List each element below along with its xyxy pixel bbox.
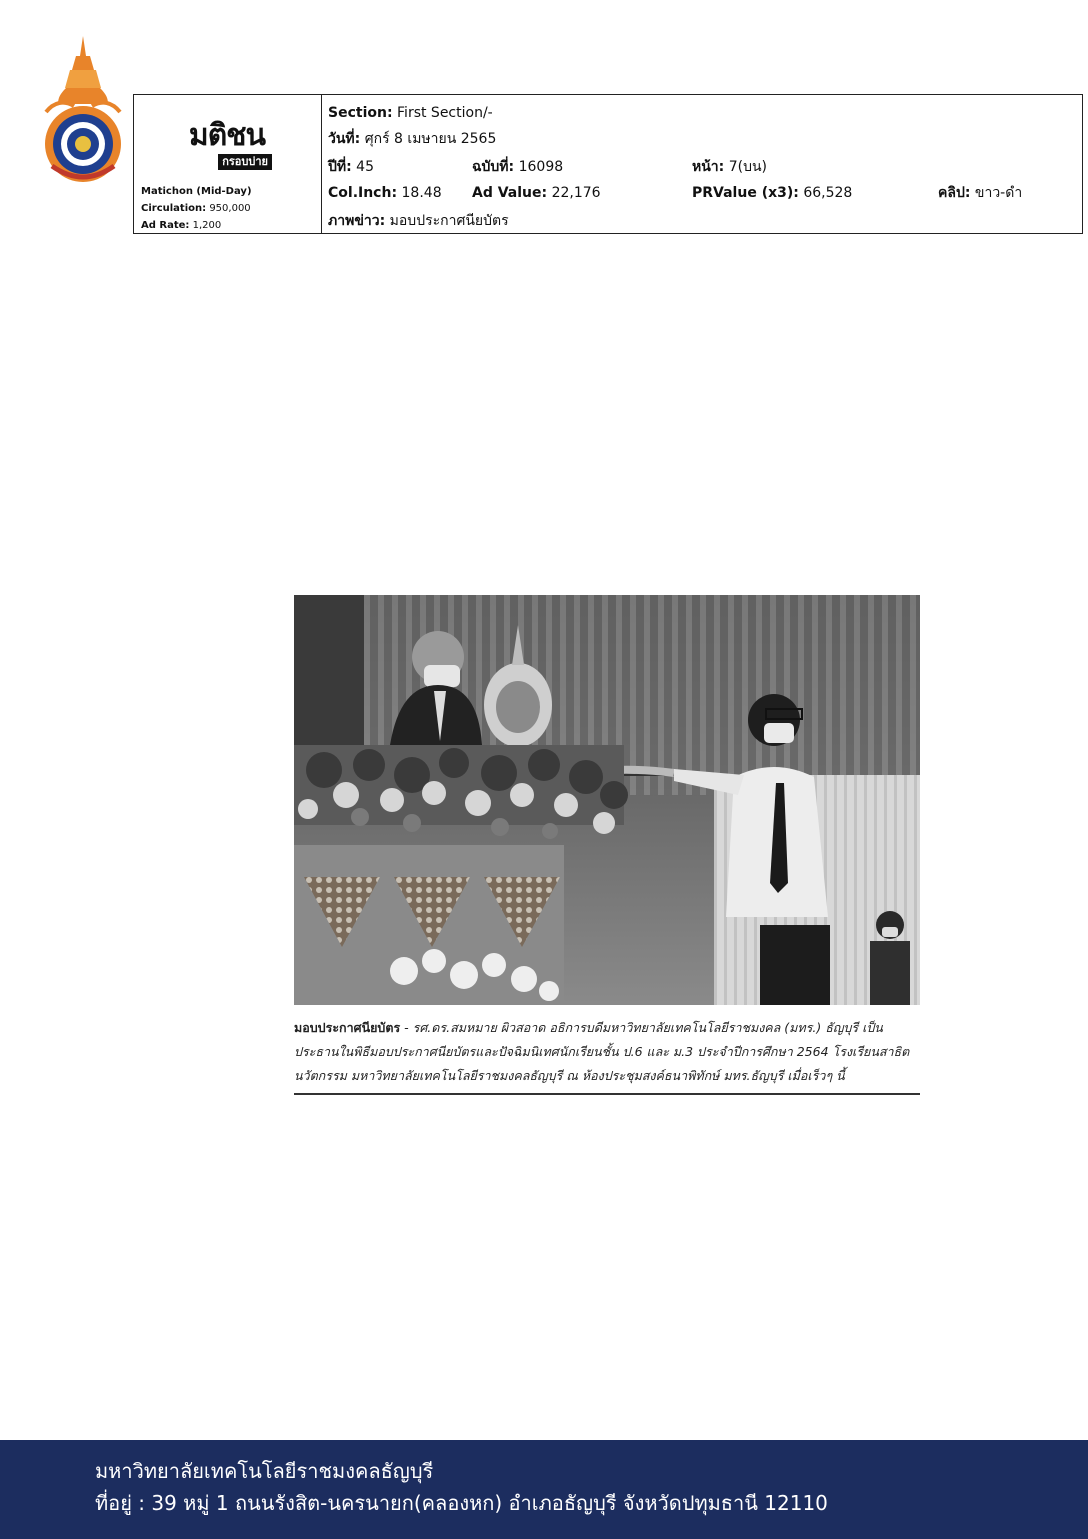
ad-rate-label: Ad Rate: <box>141 220 190 231</box>
photo-caption <box>294 1016 920 1088</box>
value-row <box>328 181 1078 205</box>
news-photo-value: มอบประกาศนียบัตร <box>389 213 509 229</box>
prvalue-value: 66,528 <box>803 185 853 201</box>
masthead-edition: กรอบบ่าย <box>218 154 272 170</box>
news-photo <box>294 595 920 1005</box>
ceremony-photo <box>294 595 920 1005</box>
page-label: หน้า: <box>692 159 725 175</box>
year-label: ปีที่: <box>328 159 352 175</box>
masthead-name: มติชน <box>188 118 266 153</box>
publication-column <box>134 95 322 233</box>
date-label: วันที่: <box>328 131 361 147</box>
clipping-metadata <box>328 101 1078 231</box>
colinch-label: Col.Inch: <box>328 185 398 201</box>
section-label: Section: <box>328 105 393 121</box>
prvalue-label: PRValue (x3): <box>692 185 799 201</box>
clip-label: คลิป: <box>938 185 971 201</box>
section-row <box>328 101 493 125</box>
footer-university-name: มหาวิทยาลัยเทคโนโลยีราชมงคลธัญบุรี <box>95 1459 434 1483</box>
circulation-label: Circulation: <box>141 203 207 214</box>
advalue-label: Ad Value: <box>472 185 548 201</box>
year-value: 45 <box>356 159 374 175</box>
issue-label: ฉบับที่: <box>472 159 515 175</box>
section-value: First Section/- <box>397 105 493 121</box>
ad-rate-value: 1,200 <box>192 220 222 231</box>
caption-text: - รศ.ดร.สมหมาย ผิวสอาด อธิการบดีมหาวิทยาลัยเทคโนโลยีราชมงคล (มทร.) ธัญบุรี เป็นประธานในพิธีมอบประกาศนียบัตรและปัจฉิมนิเทศนักเรียนชั้น ป.6 และ ม.3 ประจำปีการศึกษา 2564 โรงเรียนสาธิตนวัตกรรม มหาวิทยาลัยเทคโนโลยีราชมงคลธัญบุรี ณ ห้องประชุมสงค์ธนาพิทักษ์ มทร.ธัญบุรี เมื่อเร็วๆ นี้ <box>294 1020 910 1083</box>
publication-info <box>141 183 252 234</box>
caption-headline: มอบประกาศนียบัตร <box>294 1020 401 1035</box>
clipping-header <box>133 94 1083 234</box>
advalue-value: 22,176 <box>551 185 601 201</box>
colinch-value: 18.48 <box>401 185 442 201</box>
issue-row <box>328 155 1078 179</box>
date-value: ศุกร์ 8 เมษายน 2565 <box>364 131 497 147</box>
news-photo-label: ภาพข่าว: <box>328 213 386 229</box>
date-row <box>328 127 496 151</box>
publication-name: Matichon (Mid-Day) <box>141 186 252 197</box>
footer-address: ที่อยู่ : 39 หมู่ 1 ถนนรังสิต-นครนายก(คลองหก) อำเภอธัญบุรี จังหวัดปทุมธานี 12110 <box>95 1491 828 1515</box>
newspaper-masthead <box>182 119 272 171</box>
university-logo <box>40 34 126 184</box>
page-value: 7(บน) <box>728 159 768 175</box>
news-photo-row <box>328 209 509 233</box>
issue-value: 16098 <box>518 159 564 175</box>
caption-divider <box>294 1093 920 1095</box>
circulation-value: 950,000 <box>209 203 251 214</box>
footer-bar <box>0 1440 1088 1539</box>
clip-value: ขาว-ดำ <box>974 185 1023 201</box>
